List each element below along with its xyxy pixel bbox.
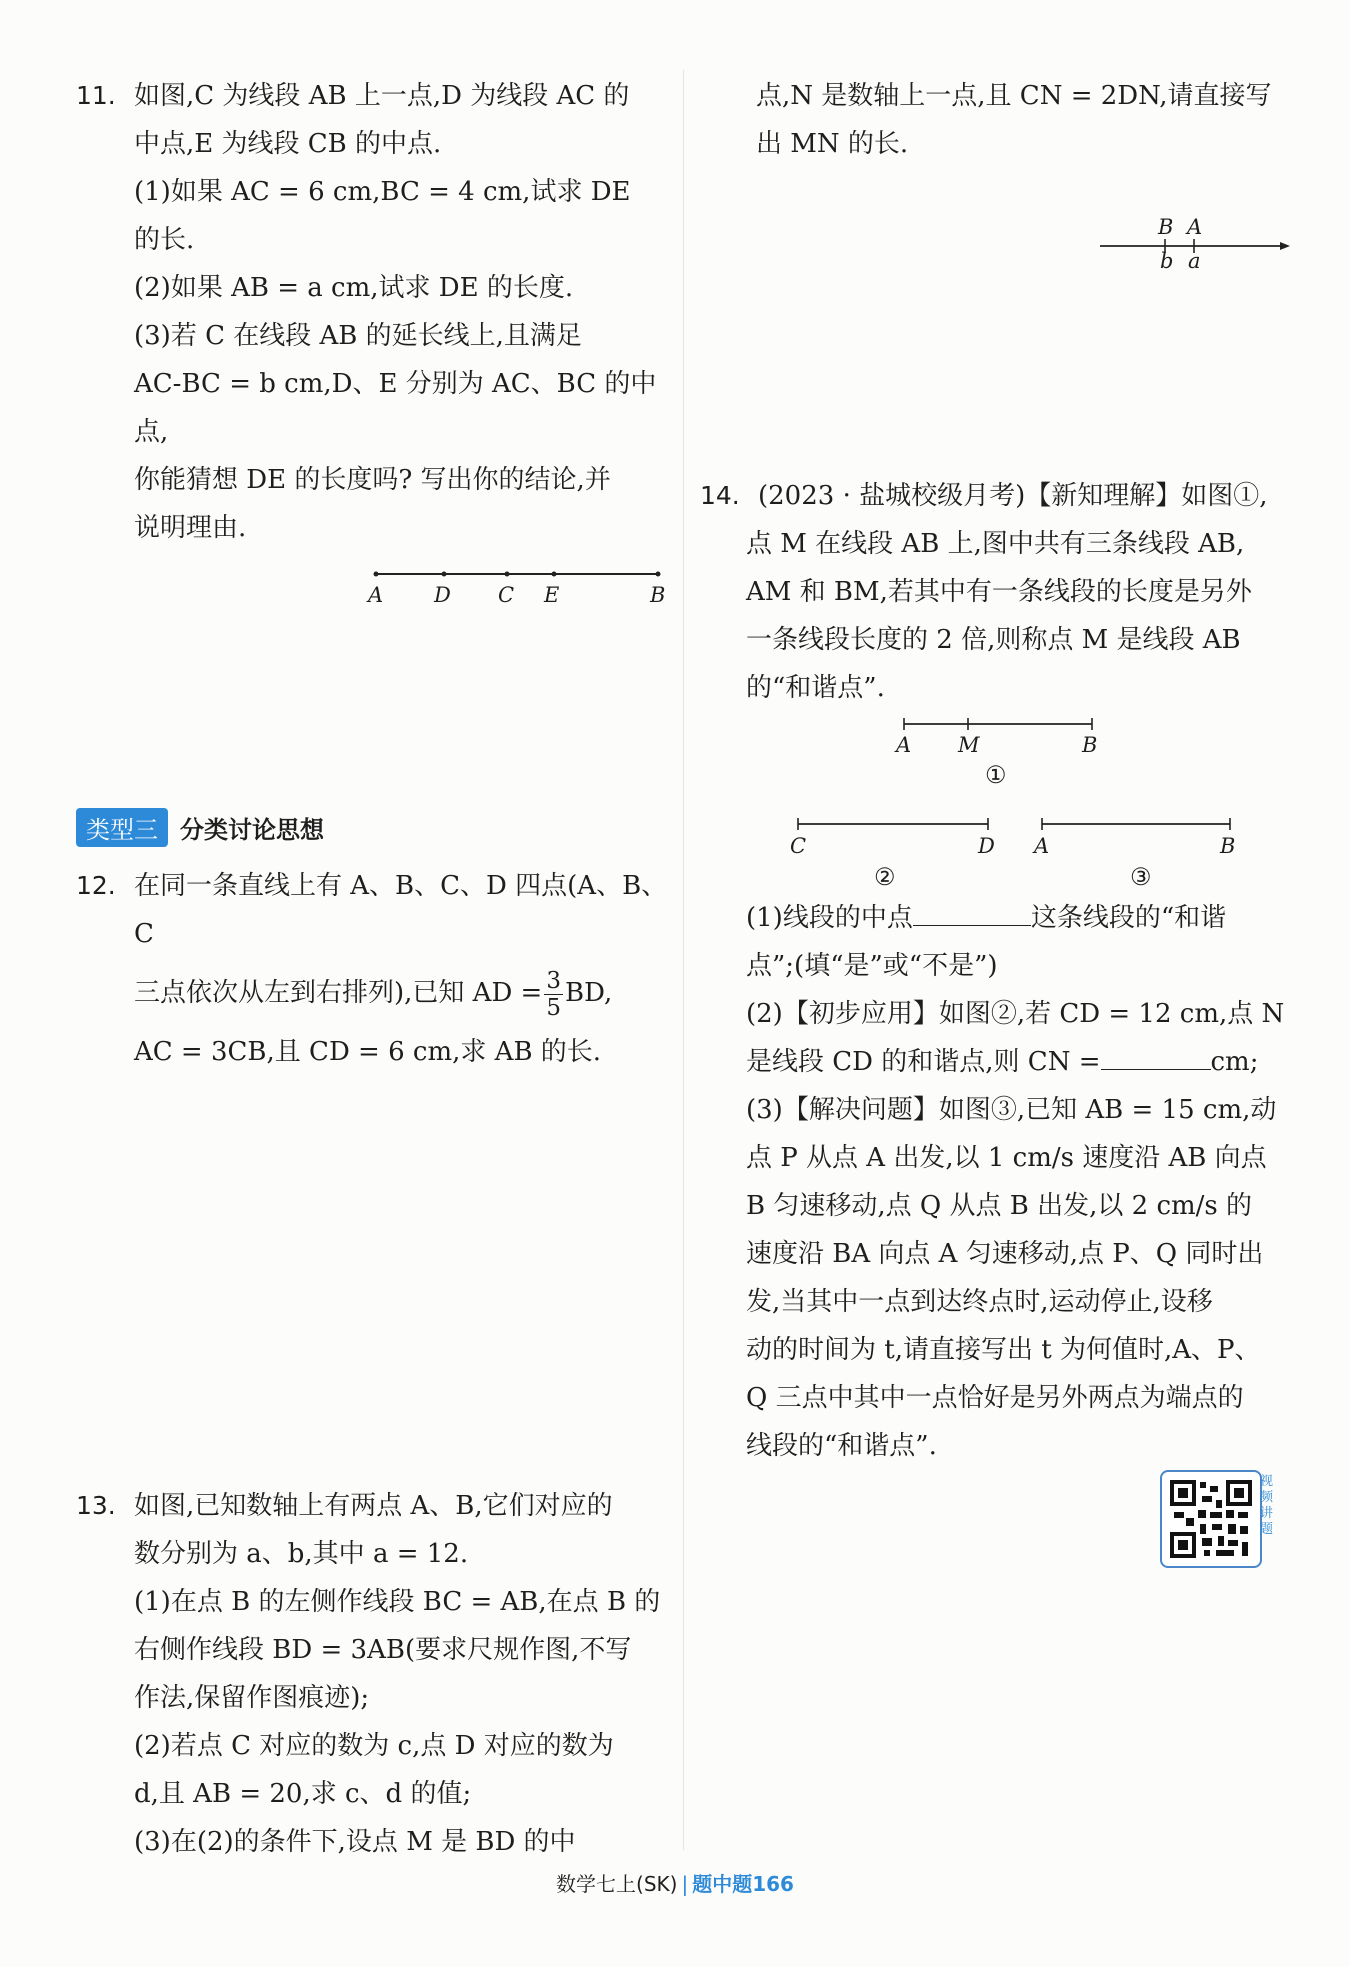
sub-question-3: 你能猜想 DE 的长度吗? 写出你的结论,并 [134, 465, 611, 495]
qr-code-icon [1160, 1470, 1262, 1568]
sub-question-1: (1)在点 B 的左侧作线段 BC = AB,在点 B 的 [134, 1587, 661, 1617]
sub-question-3: AC-BC = b cm,D、E 分别为 AC、BC 的中点, [134, 369, 657, 447]
question-13 [76, 1482, 676, 1866]
sub-question-3: (3)在(2)的条件下,设点 M 是 BD 的中 [134, 1827, 576, 1857]
page-number: 166 [752, 1872, 794, 1896]
figure-number-1: ① [985, 761, 1007, 789]
question-text: 如图,C 为线段 AB 上一点,D 为线段 AC 的 [134, 81, 630, 111]
point-label-e: E [544, 583, 560, 607]
number-line-label-b: B [1158, 215, 1174, 239]
sub-question-3: 说明理由. [134, 513, 247, 543]
sub-question-2: d,且 AB = 20,求 c、d 的值; [134, 1779, 472, 1809]
left-column [76, 72, 676, 622]
series-name: 题中题 [692, 1872, 753, 1896]
sub-question-3: 动的时间为 t,请直接写出 t 为何值时,A、P、 [746, 1335, 1261, 1365]
question-text: AM 和 BM,若其中有一条线段的长度是另外 [746, 577, 1252, 607]
figure-number-2: ② [874, 863, 896, 891]
sub-question-1: 作法,保留作图痕迹); [134, 1683, 370, 1713]
qr-code-label: 视频讲题 [1260, 1474, 1274, 1537]
fig2-label-c: C [790, 834, 807, 858]
sub-question-2: (2)若点 C 对应的数为 c,点 D 对应的数为 [134, 1731, 614, 1761]
question-number: 12. [76, 871, 116, 900]
sub-question-3: 速度沿 BA 向点 A 匀速移动,点 P、Q 同时出 [746, 1239, 1264, 1269]
question-text: 数分别为 a、b,其中 a = 12. [134, 1539, 469, 1569]
fig2-label-d: D [978, 834, 995, 858]
number-line-value-b: b [1160, 249, 1174, 272]
question-text: 一条线段长度的 2 倍,则称点 M 是线段 AB [746, 625, 1241, 655]
sub-question-1: 的长. [134, 225, 195, 255]
fraction: $\frac{3}{5}$ [546, 967, 561, 1021]
sub-question-3: (3)【解决问题】如图③,已知 AB = 15 cm,动 [746, 1095, 1277, 1125]
page-footer [0, 1868, 1350, 1897]
question-text: AC = 3CB,且 CD = 6 cm,求 AB 的长. [134, 1037, 602, 1067]
fig1-label-m: M [958, 733, 980, 757]
question-text: 中点,E 为线段 CB 的中点. [134, 129, 442, 159]
fig3-label-b: B [1220, 834, 1236, 858]
sub-question-3: 发,当其中一点到达终点时,运动停止,设移 [746, 1287, 1213, 1317]
question-number: 13. [76, 1491, 116, 1520]
sub-question-1: (1)线段的中点 这条线段的“和谐 [746, 894, 1290, 942]
sub-question-3: 线段的“和谐点”. [746, 1431, 937, 1461]
question-text: 的“和谐点”. [746, 673, 885, 703]
question-text: 三点依次从左到右排列),已知 AD = $\frac{3}{5}$ BD, [134, 967, 613, 1021]
answer-blank-2[interactable] [1101, 1039, 1211, 1070]
sub-question-2: (2)【初步应用】如图②,若 CD = 12 cm,点 N [746, 999, 1285, 1029]
sub-question-2: 是线段 CD 的和谐点,则 CN = cm; [746, 1038, 1290, 1086]
question-text: 在同一条直线上有 A、B、C、D 四点(A、B、C [134, 871, 668, 949]
sub-question-1: 右侧作线段 BD = 3AB(要求尺规作图,不写 [134, 1635, 632, 1665]
sub-question-3: Q 三点中其中一点恰好是另外两点为端点的 [746, 1383, 1244, 1413]
question-13-continued [756, 72, 1296, 168]
number-line-label-a: A [1187, 215, 1203, 239]
harmony-point-figures [740, 712, 1290, 892]
section-heading [76, 808, 324, 847]
question-number: 11. [76, 81, 116, 110]
sub-question-3: B 匀速移动,点 Q 从点 B 出发,以 2 cm/s 的 [746, 1191, 1253, 1221]
question-14-parts [746, 894, 1290, 1470]
fig1-label-b: B [1082, 733, 1098, 757]
point-label-c: C [498, 583, 515, 607]
question-text: 如图,已知数轴上有两点 A、B,它们对应的 [134, 1491, 613, 1521]
sub-question-3: 点 P 从点 A 出发,以 1 cm/s 速度沿 AB 向点 [746, 1143, 1267, 1173]
question-number: 14. [700, 481, 740, 510]
question-12 [76, 862, 676, 1076]
sub-question-3: (3)若 C 在线段 AB 的延长线上,且满足 [134, 321, 582, 351]
answer-blank-1[interactable] [913, 895, 1031, 926]
footer-separator: | [681, 1872, 689, 1896]
column-divider [683, 70, 684, 1850]
section-title: 分类讨论思想 [180, 816, 324, 844]
segment-figure-q11 [76, 552, 676, 622]
question-text: 点 M 在线段 AB 上,图中共有三条线段 AB, [746, 529, 1245, 559]
number-line-value-a: a [1188, 249, 1201, 272]
sub-question-1: (1)如果 AC = 6 cm,BC = 4 cm,试求 DE [134, 177, 631, 207]
question-11 [76, 72, 676, 622]
sub-question-3: 点,N 是数轴上一点,且 CN = 2DN,请直接写 [756, 81, 1272, 111]
point-label-d: D [434, 583, 451, 607]
video-qr-code[interactable] [1160, 1470, 1280, 1566]
number-line-figure-q13 [1090, 212, 1290, 272]
question-text: (2023 · 盐城校级月考)【新知理解】如图①, [758, 481, 1268, 511]
question-14 [700, 472, 1290, 712]
fig3-label-a: A [1034, 834, 1050, 858]
point-label-b: B [650, 583, 666, 607]
figure-number-3: ③ [1130, 863, 1152, 891]
sub-question-2: (2)如果 AB = a cm,试求 DE 的长度. [134, 273, 574, 303]
section-badge: 类型三 [76, 808, 168, 847]
point-label-a: A [368, 583, 384, 607]
book-title: 数学七上(SK) [556, 1872, 678, 1896]
fig1-label-a: A [896, 733, 912, 757]
sub-question-1: 点”;(填“是”或“不是”) [746, 951, 998, 981]
sub-question-3: 出 MN 的长. [756, 129, 909, 159]
